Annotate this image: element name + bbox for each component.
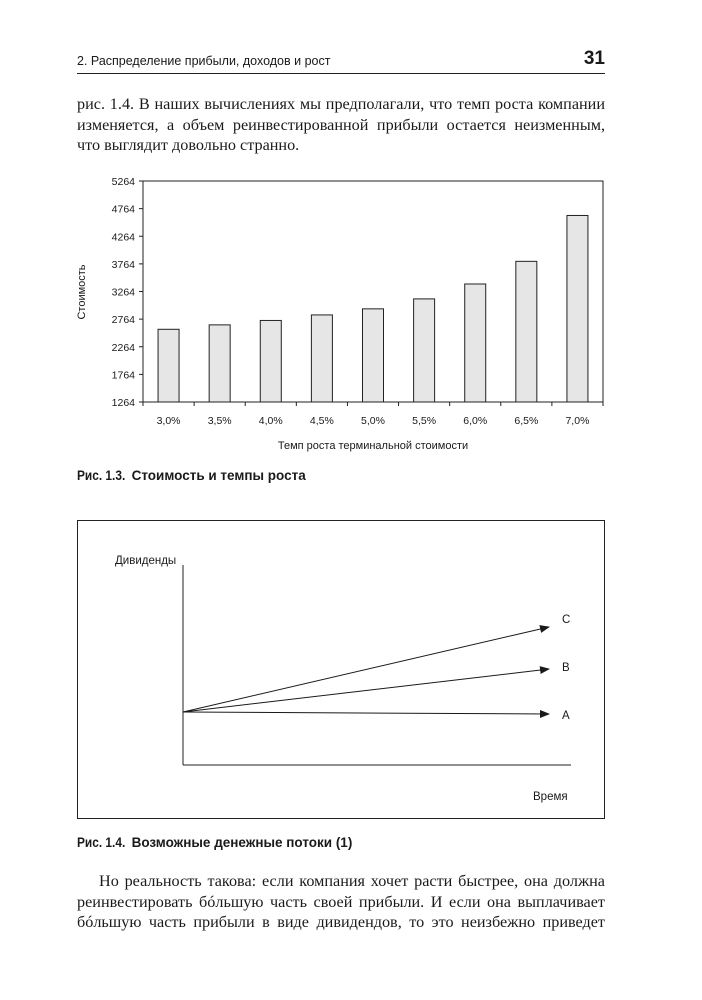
- y-axis-label: Стоимость: [76, 264, 88, 320]
- header-rule: [77, 73, 605, 74]
- y-tick-label: 2764: [111, 314, 135, 327]
- value-growth-bar-chart: [60, 170, 620, 460]
- paragraph-top: [77, 94, 605, 156]
- paragraph-line: Но реальность такова: если компания хочет расти быстрее, она должна: [99, 872, 605, 890]
- x-tick-label: 3,0%: [156, 415, 181, 427]
- bar: [516, 261, 537, 402]
- y-tick-label: 3764: [111, 258, 135, 271]
- bar: [311, 315, 332, 402]
- paragraph-bottom: [77, 871, 605, 933]
- x-tick-label: 4,5%: [309, 415, 334, 427]
- running-head: 2. Распределение прибыли, доходов и рост: [77, 54, 331, 68]
- y-tick-label: 1264: [111, 397, 135, 409]
- bar: [465, 284, 486, 402]
- label-b: B: [562, 662, 570, 674]
- x-tick-labels: [157, 415, 590, 427]
- figure-title: Возможные денежные потоки (1): [131, 835, 353, 850]
- x-tick-marks: [143, 402, 603, 406]
- paragraph-line: бóльшую часть прибыли в виде дивидендов, то это неизбежно приведет: [77, 913, 605, 931]
- y-tick-label: 4764: [111, 203, 135, 216]
- paragraph-line: что выглядит довольно странно.: [77, 136, 300, 154]
- x-axis-label: Темп роста терминальной стоимости: [277, 440, 469, 452]
- y-tick-label: 2264: [111, 341, 135, 354]
- y-tick-marks: [139, 181, 143, 402]
- bar: [363, 309, 384, 402]
- x-tick-label: 6,5%: [514, 415, 539, 427]
- bar: [567, 215, 588, 402]
- x-tick-label: 7,0%: [565, 415, 590, 427]
- cash-flow-diagram: [77, 520, 605, 820]
- paragraph-line: реинвестировать бóльшую часть своей прибыли. И если она выплачивает: [77, 892, 605, 911]
- y-tick-label: 4264: [111, 231, 135, 244]
- figure-number: Рис. 1.3.: [77, 468, 126, 483]
- bar: [158, 329, 179, 402]
- figure-title: Стоимость и темпы роста: [131, 468, 306, 483]
- label-c: C: [562, 614, 571, 626]
- x-tick-label: 5,0%: [361, 415, 385, 427]
- figure-caption-1: [77, 468, 306, 483]
- paragraph-line: рис. 1.4. В наших вычислениях мы предполагали, что темп роста компании: [77, 95, 605, 113]
- y-tick-label: 1764: [111, 369, 135, 382]
- figure-number: Рис. 1.4.: [77, 835, 126, 850]
- y-tick-label: 3264: [111, 286, 135, 299]
- bar: [260, 320, 281, 402]
- time-label: Время: [533, 791, 568, 803]
- y-tick-label: 5264: [111, 176, 135, 188]
- dividends-label: Дивиденды: [115, 555, 177, 567]
- page-number: 31: [583, 48, 605, 69]
- label-a: A: [562, 710, 570, 722]
- x-tick-label: 4,0%: [258, 415, 283, 427]
- x-tick-label: 3,5%: [207, 415, 232, 427]
- bar: [414, 299, 435, 402]
- bar: [209, 325, 230, 402]
- x-tick-label: 6,0%: [463, 415, 488, 427]
- y-tick-labels: [112, 176, 136, 409]
- x-tick-label: 5,5%: [412, 415, 437, 427]
- figure-caption-2: [77, 835, 352, 850]
- paragraph-line: изменяется, а объем реинвестированной прибыли остается неизменным,: [77, 115, 605, 134]
